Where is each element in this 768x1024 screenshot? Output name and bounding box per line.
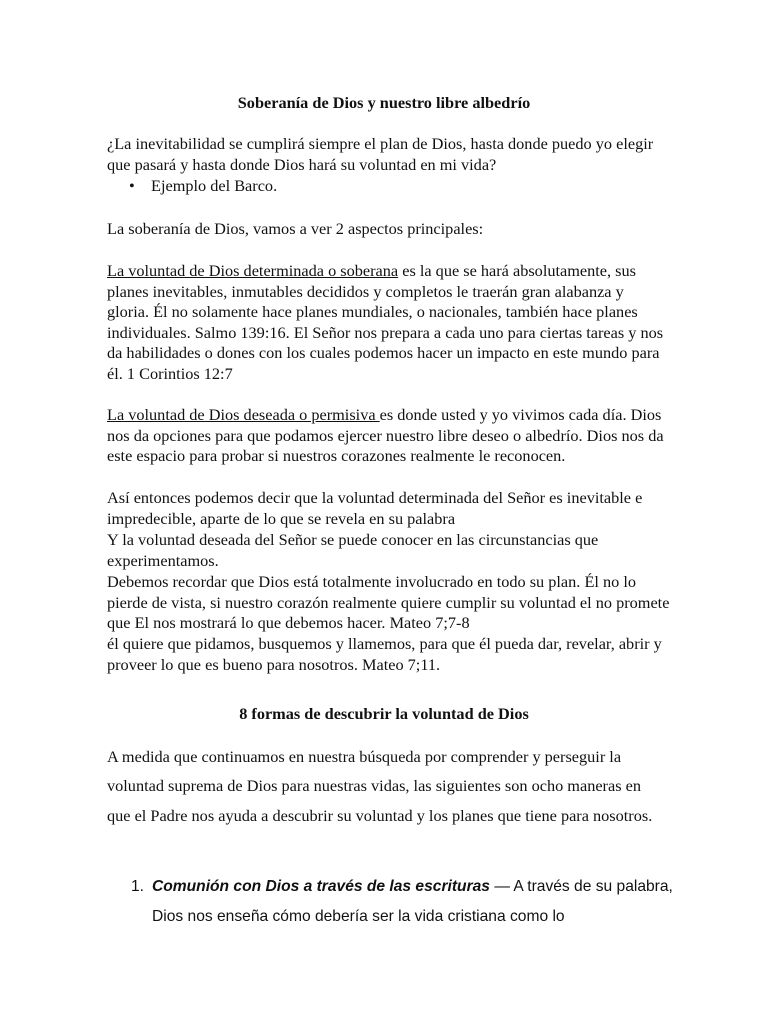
paragraph-busqueda: A medida que continuamos en nuestra búsqueda por comprender y perseguir la voluntad suprema de Dios para nuestras vidas, las siguientes son ocho maneras en que el Padre nos ayuda a descubrir su voluntad y los planes que tiene para nosotros. — [107, 747, 653, 825]
list-item-heading: Comunión con Dios a través de las escrituras — [152, 878, 490, 895]
list-item-text: — A través de su palabra, Dios nos enseña cómo debería ser la vida cristiana como lo — [152, 878, 673, 925]
page-title: Soberanía de Dios y nuestro libre albedrío — [237, 93, 531, 112]
paragraph-deseada: Y la voluntad deseada del Señor se puede conocer en las circunstancias que experimentamos. — [107, 530, 599, 570]
list-item-body — [152, 872, 692, 931]
bullet-dot-icon: • — [129, 176, 135, 195]
paragraph-permisiva-heading: La voluntad de Dios deseada o permisiva — [107, 405, 380, 424]
paragraph-pidamos: él quiere que pidamos, busquemos y llamemos, para que él pueda dar, revelar, abrir y proveer lo que es bueno para nosotros. Mateo 7;11. — [107, 634, 662, 674]
paragraph-permisiva — [107, 405, 667, 467]
bullet-text: Ejemplo del Barco. — [151, 176, 278, 195]
question-paragraph: ¿La inevitabilidad se cumplirá siempre el plan de Dios, hasta donde puedo yo elegir que pasará y hasta donde Dios hará su voluntad en mi vida? — [107, 134, 654, 174]
section-subtitle: 8 formas de descubrir la voluntad de Dios — [239, 704, 529, 723]
intro-paragraph: La soberanía de Dios, vamos a ver 2 aspectos principales: — [107, 219, 484, 238]
paragraph-soberana-text: es la que se hará absolutamente, sus planes inevitables, inmutables decididos y completos le traerán gran alabanza y gloria. Él no solamente hace planes mundiales, o nacionales, también hace planes individuales. Salmo 139:16. El Señor nos prepara a cada uno para ciertas tareas y nos da habilidades o dones con los cuales podemos hacer un impacto en este mundo para él. 1 Corintios 12:7 — [107, 261, 664, 383]
paragraph-permisiva-text: es donde usted y yo vivimos cada día. Dios nos da opciones para que podamos ejercer nuestro libre deseo o albedrío. Dios nos da este espacio para probar si nuestros corazones realmente le reconocen. — [107, 405, 664, 466]
list-item-number: 1. — [131, 878, 145, 895]
paragraph-determinada: Así entonces podemos decir que la voluntad determinada del Señor es inevitable e impredecible, aparte de lo que se revela en su palabra — [107, 488, 643, 528]
paragraph-soberana-heading: La voluntad de Dios determinada o soberana — [107, 261, 399, 280]
paragraph-soberana — [107, 261, 667, 385]
paragraph-involucrado: Debemos recordar que Dios está totalmente involucrado en todo su plan. Él no lo pierde de vista, si nuestro corazón realmente quiere cumplir su voluntad el no promete que El nos mostrará lo que debemos hacer. Mateo 7;7-8 — [107, 572, 670, 633]
